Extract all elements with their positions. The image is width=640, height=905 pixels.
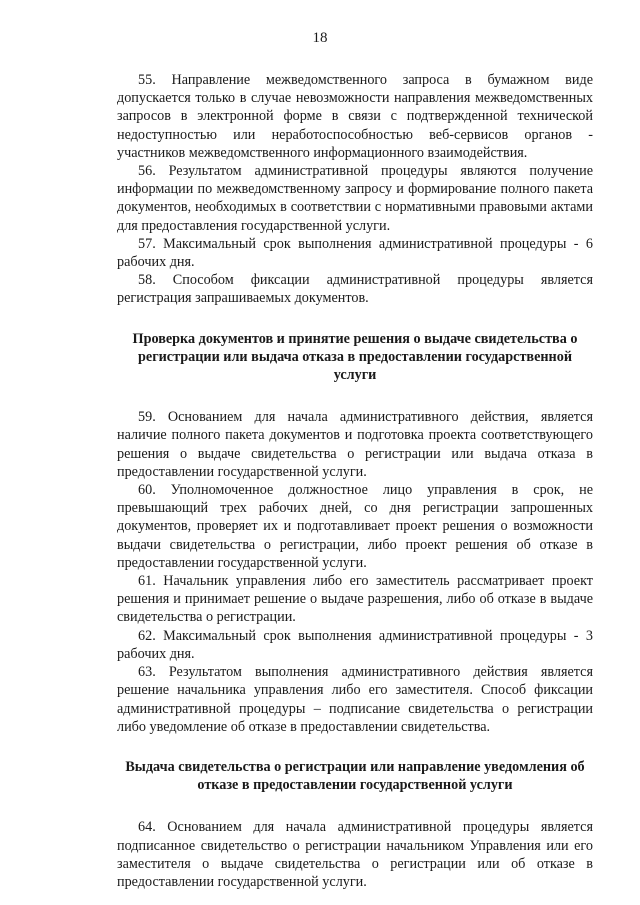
document-body <box>117 71 593 891</box>
paragraph-group-3 <box>117 818 593 891</box>
paragraph-62: 62. Максимальный срок выполнения административной процедуры - 3 рабочих дня. <box>117 627 593 662</box>
paragraph-group-1 <box>117 71 593 308</box>
paragraph-57: 57. Максимальный срок выполнения административной процедуры - 6 рабочих дня. <box>117 235 593 271</box>
section-title-document-check: Проверка документов и принятие решения о выдаче свидетельства о регистрации или выдача отказа в предоставлении государственной услуги <box>132 330 578 384</box>
paragraph-56: 56. Результатом административной процедуры являются получение информации по межведомственному запросу и формирование полного пакета документов, необходимых в соответствии с нормативными правовыми актами для предоставления государственной услуги. <box>117 163 593 234</box>
section-title-certificate-issuance: Выдача свидетельства о регистрации или направление уведомления об отказе в предоставлении государственной услуги <box>125 758 585 794</box>
paragraph-58: 58. Способом фиксации административной процедуры является регистрация запрашиваемых документов. <box>117 272 593 307</box>
page-number: 18 <box>312 30 328 46</box>
paragraph-63: 63. Результатом выполнения административного действия является решение начальника управления либо его заместителя. Способ фиксации административной процедуры – подписание свидетельства о регистрации либо уведомление об отказе в предоставлении свидетельства. <box>117 664 593 735</box>
paragraph-59: 59. Основанием для начала административного действия, является наличие полного пакета документов и подготовка проекта соответствующего решения о выдаче свидетельства о регистрации или выдача отказа в предоставлении государственной услуги. <box>117 409 593 480</box>
paragraph-55: 55. Направление межведомственного запроса в бумажном виде допускается только в случае невозможности направления межведомственных запросов в электронной форме в связи с подтвержденной технической недоступностью или неработоспособностью веб-сервисов органов - участников межведомственного информационного взаимодействия. <box>117 72 593 161</box>
paragraph-61: 61. Начальник управления либо его заместитель рассматривает проект решения и принимает решение о выдаче разрешения, либо об отказе в выдаче свидетельства о регистрации. <box>117 573 593 626</box>
paragraph-64: 64. Основанием для начала административной процедуры является подписанное свидетельство о регистрации начальником Управления или его заместителя о выдаче свидетельства о регистрации или об отказе в предоставлении государственной услуги. <box>117 819 593 890</box>
paragraph-60: 60. Уполномоченное должностное лицо управления в срок, не превышающий трех рабочих дней, со дня регистрации запрошенных документов, проверяет их и подготавливает проект решения о возможности выдачи свидетельства о регистрации, либо проект решения об отказе в предоставлении государственной услуги. <box>117 482 593 571</box>
paragraph-group-2 <box>117 408 593 736</box>
